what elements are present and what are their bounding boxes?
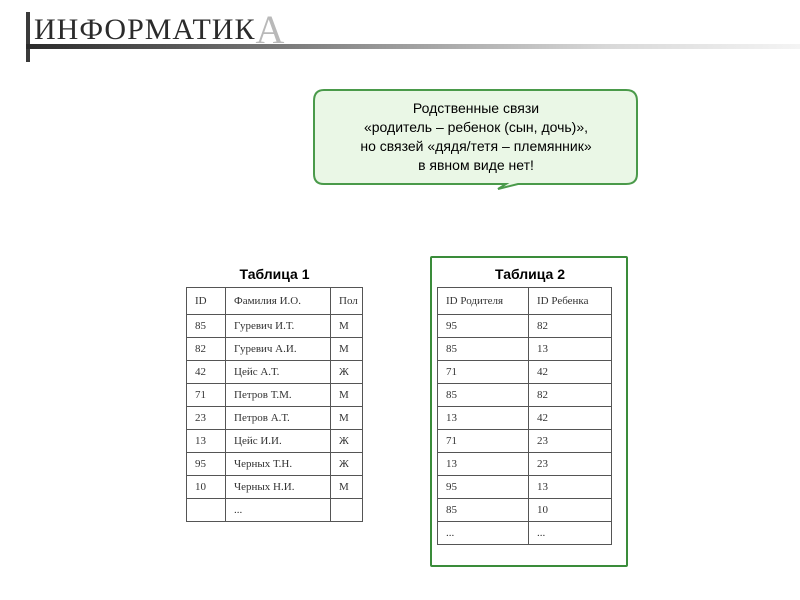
cell-name: Гуревич И.Т.: [226, 315, 331, 338]
cell-child-id: 23: [529, 453, 612, 476]
column-header-name: Фамилия И.О.: [226, 288, 331, 315]
cell-id: 85: [187, 315, 226, 338]
table-row: [187, 315, 363, 338]
cell-parent-id: 71: [438, 430, 529, 453]
table-row: [438, 522, 612, 545]
cell-parent-id: 95: [438, 315, 529, 338]
cell-child-id: 13: [529, 338, 612, 361]
cell-name: Черных Т.Н.: [226, 453, 331, 476]
table-row: [187, 407, 363, 430]
table-row: [187, 476, 363, 499]
cell-name: Цейс И.И.: [226, 430, 331, 453]
table-row: [438, 476, 612, 499]
cell-id: 95: [187, 453, 226, 476]
callout-line: «родитель – ребенок (сын, дочь)»,: [363, 119, 589, 135]
cell-parent-id: 71: [438, 361, 529, 384]
column-header-child-id: ID Ребенка: [529, 288, 612, 315]
cell-id: [187, 499, 226, 522]
table-row: [438, 361, 612, 384]
table-row: [438, 430, 612, 453]
logo-vertical-bar: [26, 12, 30, 62]
cell-sex: М: [331, 338, 363, 361]
cell-name: Петров А.Т.: [226, 407, 331, 430]
cell-sex: М: [331, 407, 363, 430]
cell-parent-id: 13: [438, 407, 529, 430]
column-header-id: ID: [187, 288, 226, 315]
cell-sex: [331, 499, 363, 522]
cell-child-id: 23: [529, 430, 612, 453]
column-header-sex: Пол: [331, 288, 363, 315]
relations-table: [437, 287, 612, 545]
table-row: [438, 384, 612, 407]
cell-parent-id: 13: [438, 453, 529, 476]
table-row: [438, 338, 612, 361]
table-row: [438, 499, 612, 522]
table2-caption: Таблица 2: [494, 266, 566, 282]
cell-id: 71: [187, 384, 226, 407]
callout-line: в явном виде нет!: [418, 157, 534, 173]
table-row: [187, 430, 363, 453]
table-row: [187, 361, 363, 384]
cell-parent-id: 95: [438, 476, 529, 499]
app-logo: [34, 7, 286, 52]
table-header-row: [438, 288, 612, 315]
cell-name: Черных Н.И.: [226, 476, 331, 499]
cell-sex: Ж: [331, 361, 363, 384]
cell-child-id: 13: [529, 476, 612, 499]
cell-id: 42: [187, 361, 226, 384]
cell-sex: М: [331, 384, 363, 407]
cell-child-id: 42: [529, 361, 612, 384]
people-table: [186, 287, 363, 522]
cell-id: 23: [187, 407, 226, 430]
cell-name: ...: [226, 499, 331, 522]
cell-parent-id: 85: [438, 338, 529, 361]
callout-line: Родственные связи: [412, 100, 540, 116]
cell-child-id: 82: [529, 384, 612, 407]
table-row: [187, 384, 363, 407]
table-row: [438, 453, 612, 476]
cell-child-id: ...: [529, 522, 612, 545]
cell-sex: Ж: [331, 453, 363, 476]
cell-id: 10: [187, 476, 226, 499]
cell-parent-id: 85: [438, 499, 529, 522]
cell-sex: М: [331, 315, 363, 338]
cell-sex: М: [331, 476, 363, 499]
logo-main-text: ИНФОРМАТИК: [34, 13, 256, 46]
column-header-parent-id: ID Родителя: [438, 288, 529, 315]
callout-line: но связей «дядя/тетя – племянник»: [360, 138, 592, 154]
table-row: [187, 499, 363, 522]
cell-child-id: 42: [529, 407, 612, 430]
logo-last-letter: А: [255, 7, 286, 52]
cell-child-id: 10: [529, 499, 612, 522]
callout-text: [316, 99, 636, 175]
cell-child-id: 82: [529, 315, 612, 338]
cell-id: 13: [187, 430, 226, 453]
table-row: [438, 315, 612, 338]
table-row: [438, 407, 612, 430]
table1-caption: Таблица 1: [239, 266, 310, 282]
cell-name: Гуревич А.И.: [226, 338, 331, 361]
table-row: [187, 453, 363, 476]
cell-name: Петров Т.М.: [226, 384, 331, 407]
cell-parent-id: 85: [438, 384, 529, 407]
cell-parent-id: ...: [438, 522, 529, 545]
cell-name: Цейс А.Т.: [226, 361, 331, 384]
table-row: [187, 338, 363, 361]
table-header-row: [187, 288, 363, 315]
cell-sex: Ж: [331, 430, 363, 453]
cell-id: 82: [187, 338, 226, 361]
